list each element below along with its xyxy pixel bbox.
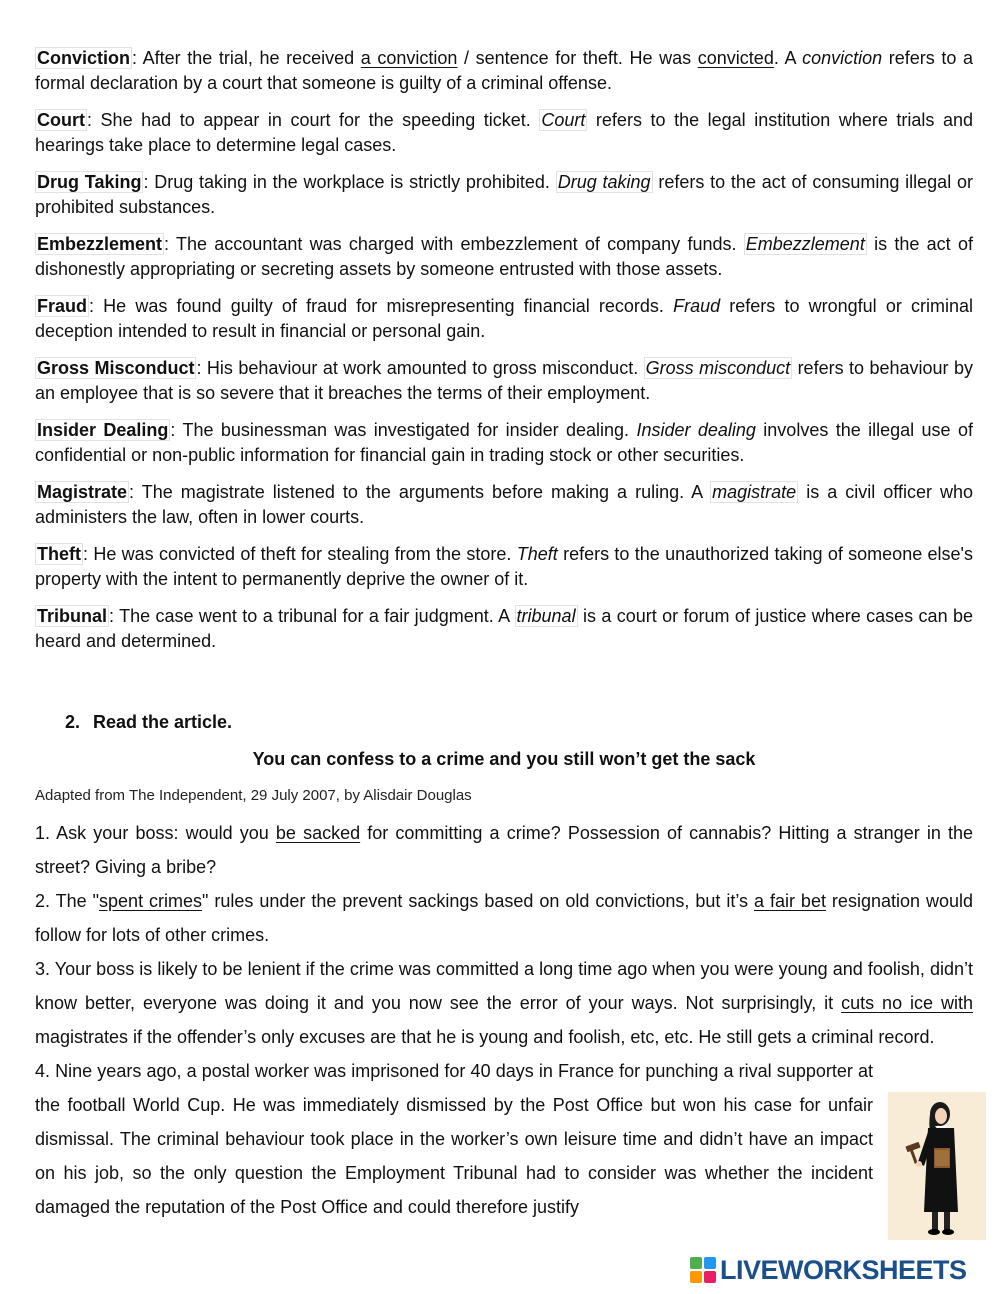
- term-label: Gross Misconduct: [37, 358, 195, 378]
- italic-term: Theft: [516, 544, 558, 564]
- article-paragraph-2: 2. The "spent crimes" rules under the prevent sackings based on old convictions, but it’s a fair bet resignation would follow for lots of other crimes.: [35, 891, 973, 945]
- underlined-phrase: convicted: [697, 48, 774, 68]
- logo-text: LIVEWORKSHEETS: [720, 1254, 967, 1285]
- judge-with-gavel-icon: [888, 1092, 986, 1240]
- definition-magistrate: Magistrate : The magistrate listened to the arguments before making a ruling. A magistrate is a civil officer who administers the law, often in lower courts.: [35, 482, 973, 527]
- definition-court: Court : She had to appear in court for the speeding ticket. Court refers to the legal institution where trials and hearings take place to determine legal cases.: [35, 110, 973, 155]
- definition-fraud: Fraud : He was found guilty of fraud for misrepresenting financial records. Fraud refers to wrongful or criminal deception intended to result in financial or personal gain.: [35, 296, 973, 341]
- italic-term: tribunal: [516, 606, 576, 626]
- definition-drug-taking: Drug Taking : Drug taking in the workplace is strictly prohibited. Drug taking refers to the act of consuming illegal or prohibited substances.: [35, 172, 973, 217]
- section-number: 2.: [65, 712, 81, 732]
- term-label: Embezzlement: [37, 234, 163, 254]
- definitions-list: [35, 46, 973, 666]
- term-label: Tribunal: [37, 606, 108, 626]
- term-label: Fraud: [37, 296, 88, 316]
- italic-term: magistrate: [712, 482, 797, 502]
- liveworksheets-logo-icon: [690, 1257, 716, 1283]
- article-paragraph-3: 3. Your boss is likely to be lenient if the crime was committed a long time ago when you were young and foolish, didn’t know better, everyone was doing it and you now see the error of your ways. Not surprisingly, it cuts no ice with magistrates if the offender’s only excuses are that he is young and foolish, etc, etc. He still gets a criminal record.: [35, 959, 973, 1047]
- italic-term: Embezzlement: [745, 234, 865, 254]
- underlined-phrase: cuts no ice with: [841, 993, 973, 1013]
- italic-term: Gross misconduct: [645, 358, 791, 378]
- term-label: Conviction: [37, 48, 130, 68]
- article-body: [35, 816, 973, 1224]
- definition-embezzlement: Embezzlement : The accountant was charged with embezzlement of company funds. Embezzlement is the act of dishonestly appropriating or secreting assets by someone entrusted with those assets.: [35, 234, 973, 279]
- underlined-phrase: a conviction: [360, 48, 458, 68]
- italic-term: Court: [541, 110, 586, 130]
- article-title: You can confess to a crime and you still won’t get the sack: [252, 749, 756, 769]
- italic-term: conviction: [802, 48, 883, 68]
- definition-tribunal: Tribunal : The case went to a tribunal for a fair judgment. A tribunal is a court or forum of justice where cases can be heard and determined.: [35, 606, 973, 651]
- definition-insider-dealing: Insider Dealing : The businessman was investigated for insider dealing. Insider dealing involves the illegal use of confidential or non-public information for financial gain in trading stock or other securities.: [35, 420, 973, 465]
- italic-term: Drug taking: [557, 172, 651, 192]
- italic-term: Insider dealing: [636, 420, 756, 440]
- definition-conviction: Conviction : After the trial, he received a conviction / sentence for theft. He was convicted. A conviction refers to a formal declaration by a court that someone is guilty of a criminal offense.: [35, 48, 973, 93]
- italic-term: Fraud: [673, 296, 721, 316]
- liveworksheets-logo: [690, 1253, 967, 1287]
- term-label: Court: [37, 110, 85, 130]
- section-title: Read the article.: [93, 712, 233, 732]
- term-label: Insider Dealing: [37, 420, 169, 440]
- underlined-phrase: a fair bet: [753, 891, 826, 911]
- definition-gross-misconduct: Gross Misconduct : His behaviour at work amounted to gross misconduct. Gross misconduct refers to behaviour by an employee that is so severe that it breaches the terms of their employment.: [35, 358, 973, 403]
- section-heading: [65, 710, 232, 735]
- term-label: Magistrate: [37, 482, 128, 502]
- underlined-phrase: be sacked: [275, 823, 361, 843]
- term-label: Theft: [37, 544, 81, 564]
- underlined-phrase: spent crimes: [99, 891, 203, 911]
- definition-theft: Theft : He was convicted of theft for stealing from the store. Theft refers to the unauthorized taking of someone else's property with the intent to permanently deprive the owner of it.: [35, 544, 973, 589]
- article-paragraph-1: 1. Ask your boss: would you be sacked for committing a crime? Possession of cannabis? Hitting a stranger in the street? Giving a bribe?: [35, 823, 974, 877]
- term-label: Drug Taking: [37, 172, 142, 192]
- judge-illustration: [888, 1092, 986, 1240]
- article-source: Adapted from The Independent, 29 July 2007, by Alisdair Douglas: [35, 787, 472, 804]
- article-paragraph-4: 4. Nine years ago, a postal worker was imprisoned for 40 days in France for punching a rival supporter at the football World Cup. He was immediately dismissed by the Post Office but won his case for unfair dismissal. The criminal behaviour took place in the worker’s own leisure time and didn’t have an impact on his job, so the only question the Employment Tribunal had to consider was whether the incident damaged the reputation of the Post Office and could therefore justify: [35, 1061, 873, 1217]
